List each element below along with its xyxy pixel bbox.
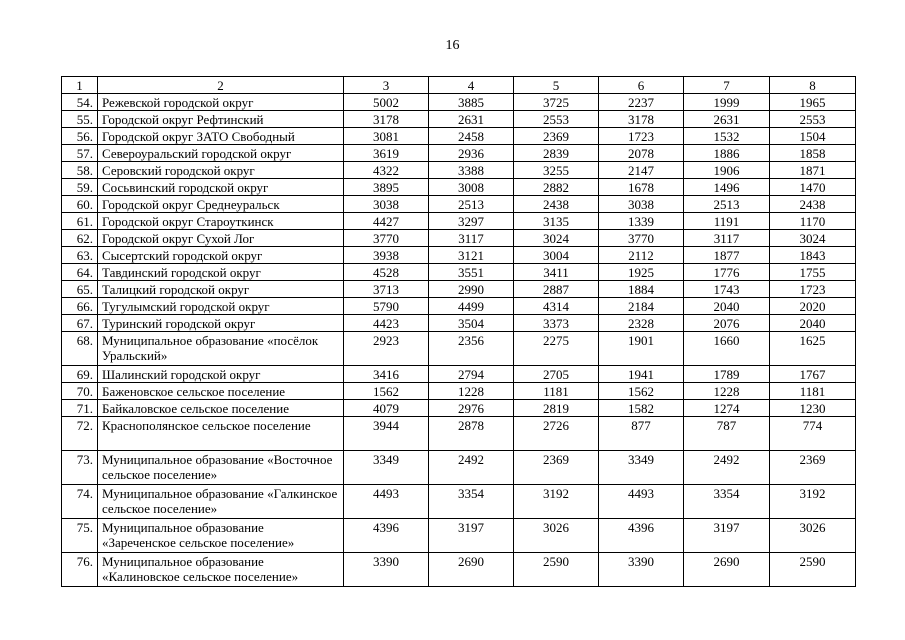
value-cell: 3885 [429,94,514,111]
value-cell: 1228 [684,383,770,400]
value-cell: 3938 [344,247,429,264]
value-cell: 2369 [514,451,599,485]
table-row [62,179,856,196]
value-cell: 4079 [344,400,429,417]
value-cell: 2631 [684,111,770,128]
value-cell: 3192 [514,485,599,519]
municipality-name: Тугулымский городской округ [98,298,344,315]
value-cell: 2492 [684,451,770,485]
value-cell: 1886 [684,145,770,162]
value-cell: 3895 [344,179,429,196]
table-row [62,196,856,213]
value-cell: 1496 [684,179,770,196]
row-number: 64. [62,264,98,281]
value-cell: 5002 [344,94,429,111]
row-number: 69. [62,366,98,383]
value-cell: 3178 [344,111,429,128]
value-cell: 877 [599,417,684,451]
value-cell: 1789 [684,366,770,383]
value-cell: 3117 [429,230,514,247]
value-cell: 1965 [770,94,856,111]
value-cell: 2882 [514,179,599,196]
row-number: 67. [62,315,98,332]
value-cell: 1723 [770,281,856,298]
value-cell: 3197 [429,519,514,553]
value-cell: 4314 [514,298,599,315]
value-cell: 1884 [599,281,684,298]
value-cell: 2553 [770,111,856,128]
value-cell: 3026 [514,519,599,553]
value-cell: 4396 [599,519,684,553]
value-cell: 2356 [429,332,514,366]
row-number: 68. [62,332,98,366]
value-cell: 2020 [770,298,856,315]
value-cell: 1999 [684,94,770,111]
value-cell: 1678 [599,179,684,196]
value-cell: 2237 [599,94,684,111]
column-header: 8 [770,77,856,94]
table-row [62,417,856,451]
value-cell: 3024 [770,230,856,247]
column-header: 5 [514,77,599,94]
value-cell: 3390 [344,553,429,587]
municipality-name: Городской округ Староуткинск [98,213,344,230]
row-number: 58. [62,162,98,179]
table-row [62,298,856,315]
table-body [62,94,856,587]
value-cell: 2513 [429,196,514,213]
table-row [62,162,856,179]
municipality-name: Талицкий городской округ [98,281,344,298]
value-cell: 3354 [684,485,770,519]
row-number: 63. [62,247,98,264]
value-cell: 2990 [429,281,514,298]
value-cell: 2887 [514,281,599,298]
value-cell: 3390 [599,553,684,587]
value-cell: 1776 [684,264,770,281]
row-number: 76. [62,553,98,587]
value-cell: 2794 [429,366,514,383]
value-cell: 3026 [770,519,856,553]
value-cell: 1230 [770,400,856,417]
value-cell: 2076 [684,315,770,332]
value-cell: 1925 [599,264,684,281]
row-number: 60. [62,196,98,213]
value-cell: 1858 [770,145,856,162]
column-header: 6 [599,77,684,94]
municipality-name: Байкаловское сельское поселение [98,400,344,417]
municipality-name: Шалинский городской округ [98,366,344,383]
value-cell: 3504 [429,315,514,332]
row-number: 65. [62,281,98,298]
value-cell: 4423 [344,315,429,332]
value-cell: 1906 [684,162,770,179]
municipality-name: Городской округ Сухой Лог [98,230,344,247]
value-cell: 2040 [684,298,770,315]
row-number: 74. [62,485,98,519]
row-number: 55. [62,111,98,128]
table-row [62,519,856,553]
municipality-name: Муниципальное образование «Калиновское сельское поселение» [98,553,344,587]
municipality-name: Городской округ Рефтинский [98,111,344,128]
row-number: 66. [62,298,98,315]
table-row [62,451,856,485]
value-cell: 2147 [599,162,684,179]
value-cell: 1532 [684,128,770,145]
value-cell: 787 [684,417,770,451]
row-number: 75. [62,519,98,553]
municipality-name: Серовский городской округ [98,162,344,179]
value-cell: 4499 [429,298,514,315]
value-cell: 4528 [344,264,429,281]
value-cell: 2369 [514,128,599,145]
value-cell: 2184 [599,298,684,315]
value-cell: 3004 [514,247,599,264]
municipality-name: Муниципальное образование «Галкинское сельское поселение» [98,485,344,519]
municipality-name: Городской округ ЗАТО Свободный [98,128,344,145]
value-cell: 1181 [514,383,599,400]
value-cell: 1843 [770,247,856,264]
value-cell: 3117 [684,230,770,247]
value-cell: 1228 [429,383,514,400]
row-number: 57. [62,145,98,162]
value-cell: 2369 [770,451,856,485]
table-row [62,94,856,111]
value-cell: 2690 [429,553,514,587]
value-cell: 5790 [344,298,429,315]
table-row [62,332,856,366]
value-cell: 3197 [684,519,770,553]
value-cell: 1941 [599,366,684,383]
value-cell: 1470 [770,179,856,196]
value-cell: 1562 [344,383,429,400]
table-row [62,111,856,128]
table-row [62,383,856,400]
column-header: 4 [429,77,514,94]
value-cell: 3349 [599,451,684,485]
table-row [62,315,856,332]
value-cell: 2590 [770,553,856,587]
value-cell: 3192 [770,485,856,519]
value-cell: 3178 [599,111,684,128]
municipality-name: Режевской городской округ [98,94,344,111]
value-cell: 3081 [344,128,429,145]
row-number: 59. [62,179,98,196]
table-row [62,485,856,519]
value-cell: 1755 [770,264,856,281]
municipality-name: Сысертский городской округ [98,247,344,264]
value-cell: 2819 [514,400,599,417]
value-cell: 3297 [429,213,514,230]
value-cell: 1582 [599,400,684,417]
value-cell: 1191 [684,213,770,230]
value-cell: 3024 [514,230,599,247]
table-row [62,145,856,162]
value-cell: 2112 [599,247,684,264]
municipality-name: Городской округ Среднеуральск [98,196,344,213]
value-cell: 4493 [344,485,429,519]
value-cell: 4322 [344,162,429,179]
value-cell: 2726 [514,417,599,451]
table-row [62,230,856,247]
value-cell: 2040 [770,315,856,332]
value-cell: 2976 [429,400,514,417]
column-header: 3 [344,77,429,94]
value-cell: 3135 [514,213,599,230]
row-number: 73. [62,451,98,485]
municipality-name: Муниципальное образование «Зареченское сельское поселение» [98,519,344,553]
row-number: 61. [62,213,98,230]
table-row [62,128,856,145]
value-cell: 1901 [599,332,684,366]
value-cell: 1877 [684,247,770,264]
data-table [61,76,856,587]
table-row [62,553,856,587]
municipality-name: Муниципальное образование «посёлок Уральский» [98,332,344,366]
value-cell: 2705 [514,366,599,383]
row-number: 62. [62,230,98,247]
value-cell: 1562 [599,383,684,400]
value-cell: 2839 [514,145,599,162]
municipality-name: Баженовское сельское поселение [98,383,344,400]
value-cell: 2590 [514,553,599,587]
value-cell: 3038 [599,196,684,213]
value-cell: 2078 [599,145,684,162]
value-cell: 1170 [770,213,856,230]
value-cell: 2492 [429,451,514,485]
value-cell: 3373 [514,315,599,332]
value-cell: 2438 [514,196,599,213]
value-cell: 3411 [514,264,599,281]
value-cell: 2690 [684,553,770,587]
value-cell: 3349 [344,451,429,485]
value-cell: 1625 [770,332,856,366]
value-cell: 2328 [599,315,684,332]
value-cell: 1181 [770,383,856,400]
value-cell: 3416 [344,366,429,383]
value-cell: 4493 [599,485,684,519]
value-cell: 3770 [599,230,684,247]
value-cell: 1723 [599,128,684,145]
municipality-name: Североуральский городской округ [98,145,344,162]
value-cell: 3121 [429,247,514,264]
value-cell: 3255 [514,162,599,179]
value-cell: 4396 [344,519,429,553]
value-cell: 2275 [514,332,599,366]
value-cell: 3713 [344,281,429,298]
value-cell: 3008 [429,179,514,196]
value-cell: 2553 [514,111,599,128]
value-cell: 2923 [344,332,429,366]
row-number: 72. [62,417,98,451]
value-cell: 2631 [429,111,514,128]
row-number: 71. [62,400,98,417]
value-cell: 1743 [684,281,770,298]
page-number: 16 [445,38,460,53]
value-cell: 3354 [429,485,514,519]
value-cell: 3038 [344,196,429,213]
value-cell: 1767 [770,366,856,383]
table-row [62,281,856,298]
value-cell: 3944 [344,417,429,451]
value-cell: 1871 [770,162,856,179]
municipality-name: Туринский городской округ [98,315,344,332]
value-cell: 2458 [429,128,514,145]
value-cell: 3388 [429,162,514,179]
row-number: 54. [62,94,98,111]
value-cell: 3770 [344,230,429,247]
value-cell: 4427 [344,213,429,230]
value-cell: 2936 [429,145,514,162]
value-cell: 1660 [684,332,770,366]
municipality-name: Сосьвинский городской округ [98,179,344,196]
table-row [62,400,856,417]
table-row [62,366,856,383]
municipality-name: Краснополянское сельское поселение [98,417,344,451]
table-header-row [62,77,856,94]
municipality-name: Тавдинский городской округ [98,264,344,281]
value-cell: 2878 [429,417,514,451]
value-cell: 1504 [770,128,856,145]
column-header: 2 [98,77,344,94]
table-row [62,264,856,281]
value-cell: 2513 [684,196,770,213]
value-cell: 3551 [429,264,514,281]
table-row [62,247,856,264]
row-number: 56. [62,128,98,145]
column-header: 1 [62,77,98,94]
table-row [62,213,856,230]
column-header: 7 [684,77,770,94]
value-cell: 1339 [599,213,684,230]
value-cell: 3619 [344,145,429,162]
municipality-name: Муниципальное образование «Восточное сельское поселение» [98,451,344,485]
value-cell: 3725 [514,94,599,111]
row-number: 70. [62,383,98,400]
value-cell: 774 [770,417,856,451]
value-cell: 1274 [684,400,770,417]
value-cell: 2438 [770,196,856,213]
